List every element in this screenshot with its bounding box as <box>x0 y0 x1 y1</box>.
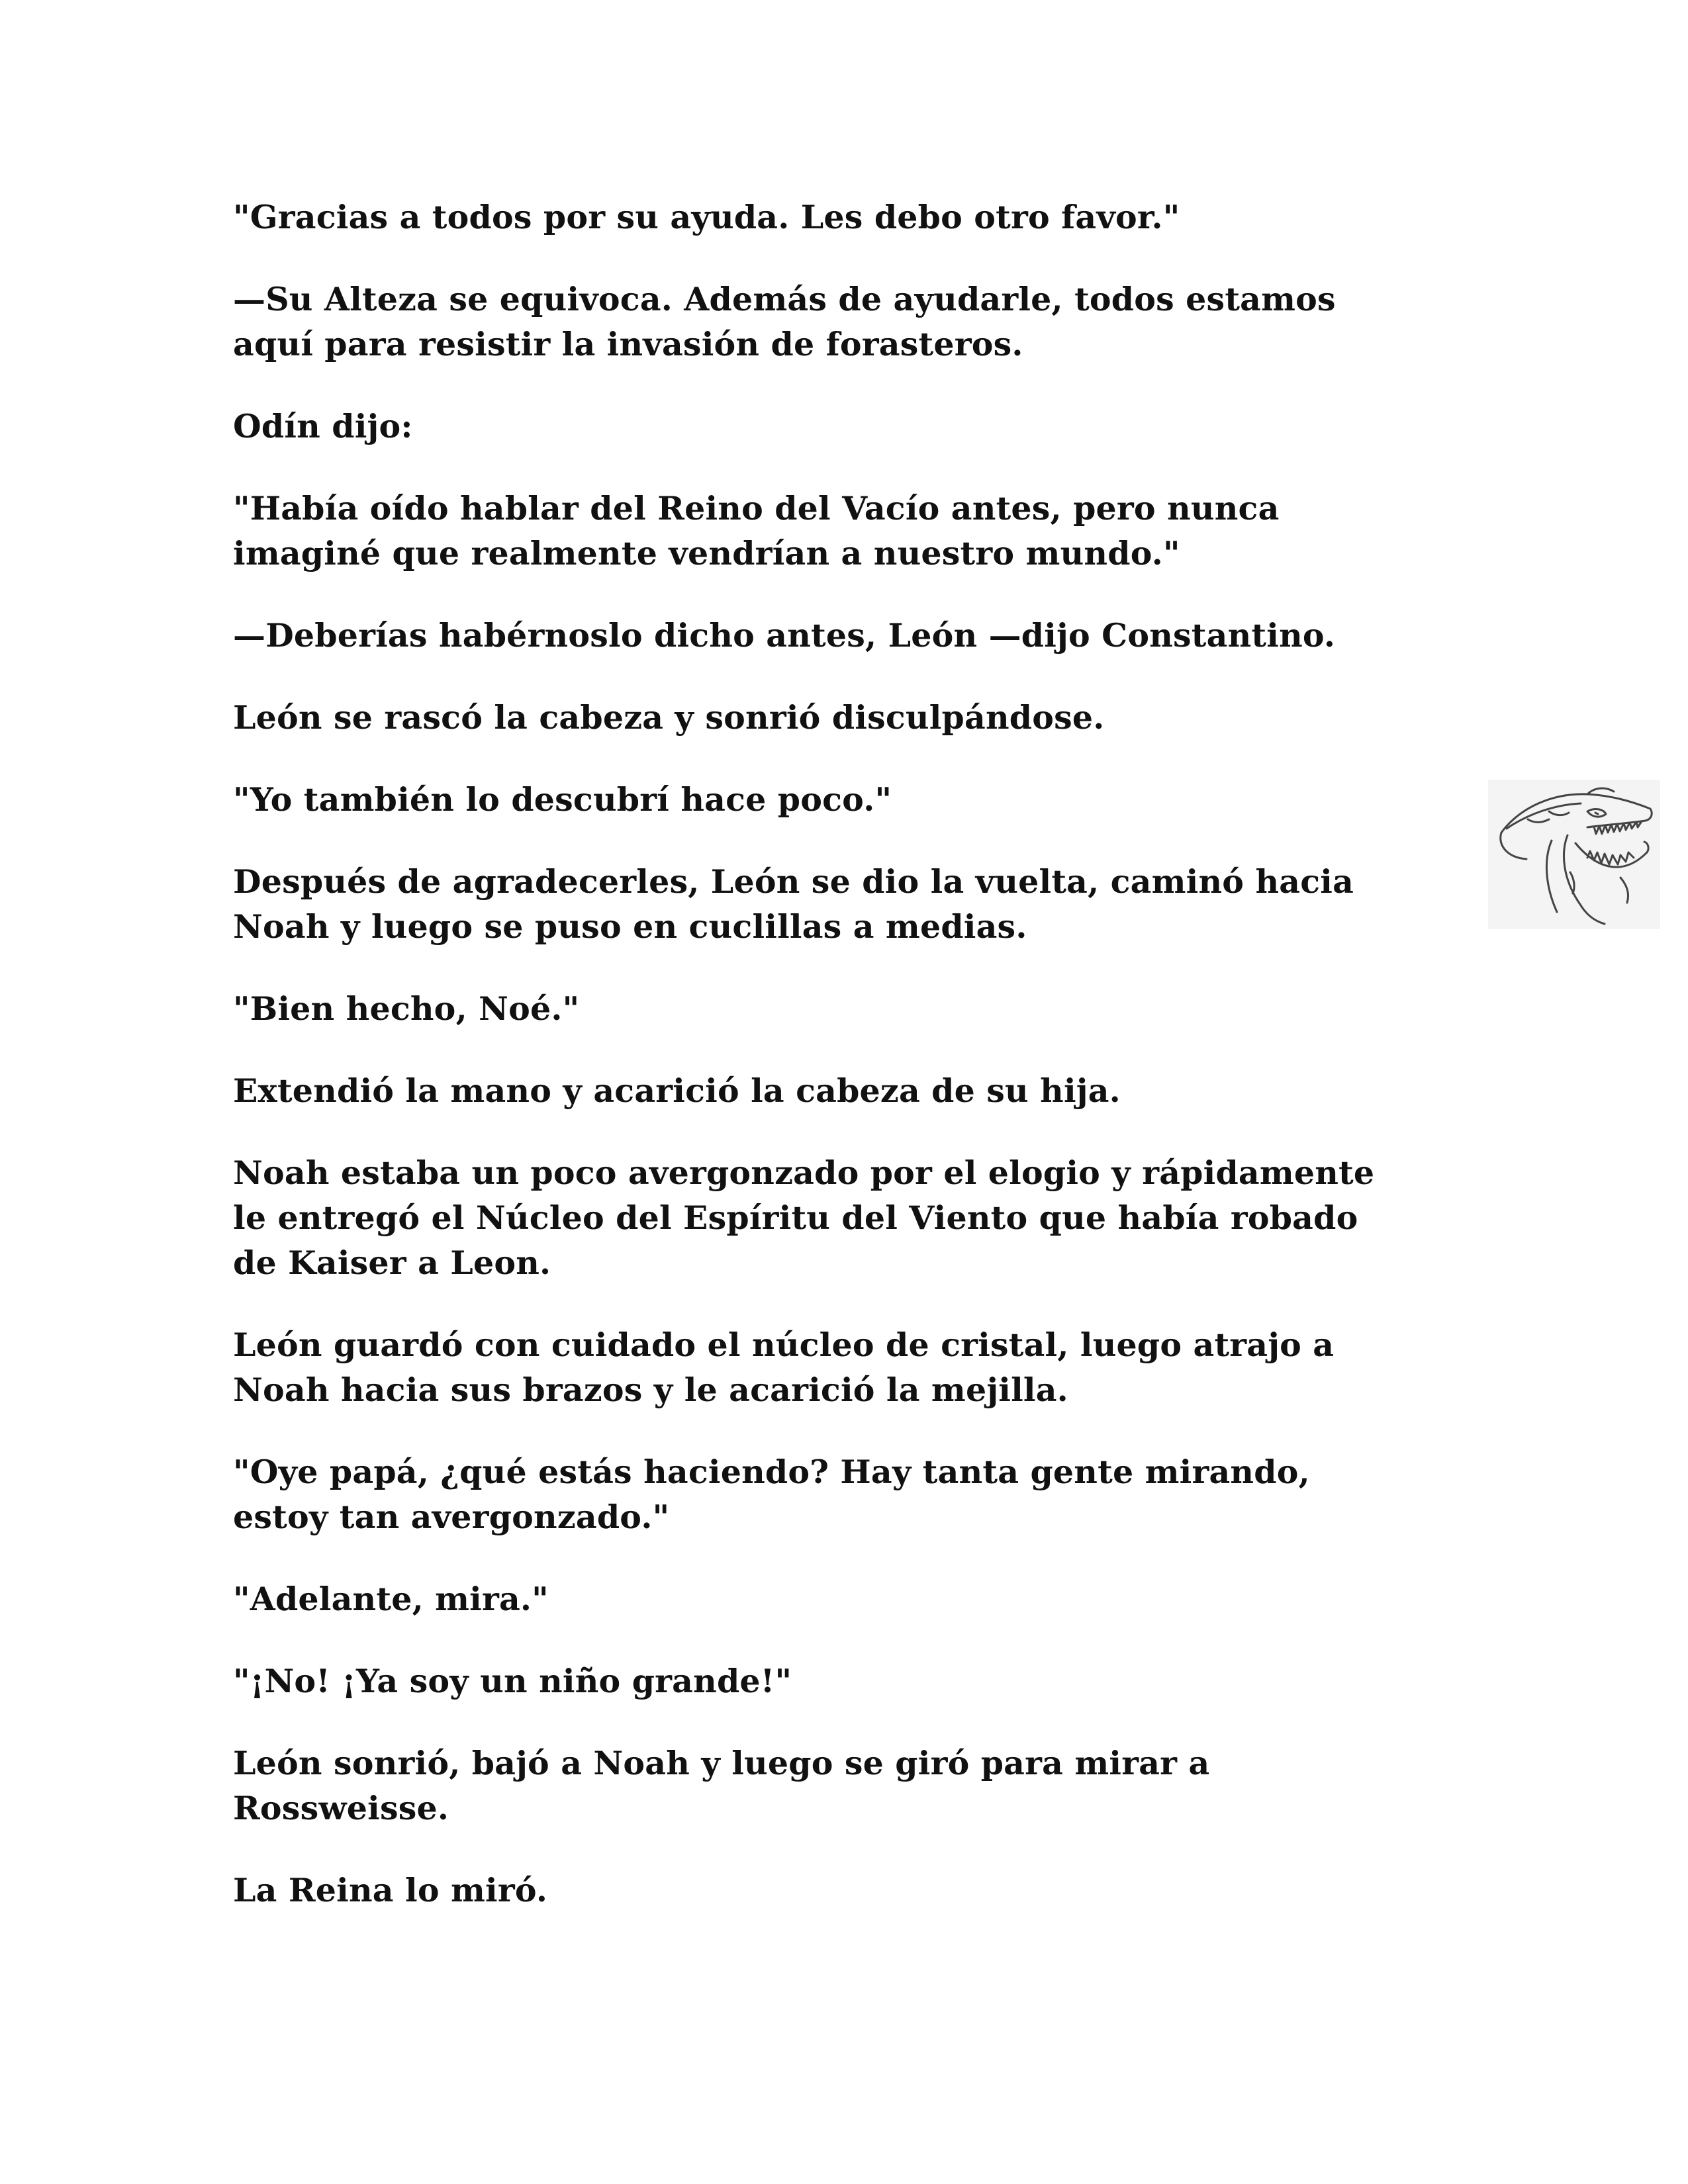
text-line: León se rascó la cabeza y sonrió disculpándose. <box>233 698 1105 737</box>
paragraph <box>233 1150 1464 1285</box>
text-column <box>233 195 1464 1950</box>
text-line: Noah hacia sus brazos y le acarició la mejilla. <box>233 1371 1068 1409</box>
text-line: —Deberías habérnoslo dicho antes, León —dijo Constantino. <box>233 616 1336 655</box>
text-line: le entregó el Núcleo del Espíritu del Viento que había robado <box>233 1199 1358 1237</box>
text-line: "Gracias a todos por su ayuda. Les debo otro favor." <box>233 198 1180 236</box>
paragraph <box>233 1068 1464 1113</box>
text-line: Noah estaba un poco avergonzado por el elogio y rápidamente <box>233 1154 1375 1192</box>
text-line: La Reina lo miró. <box>233 1871 548 1909</box>
text-line: "Yo también lo descubrí hace poco." <box>233 780 892 819</box>
text-line: Odín dijo: <box>233 407 413 445</box>
paragraph <box>233 777 1464 822</box>
text-line: León sonrió, bajó a Noah y luego se giró para mirar a <box>233 1744 1210 1782</box>
text-line: León guardó con cuidado el núcleo de cristal, luego atrajo a <box>233 1326 1335 1364</box>
paragraph <box>233 986 1464 1031</box>
text-line: "Oye papá, ¿qué estás haciendo? Hay tanta gente mirando, <box>233 1453 1310 1491</box>
paragraph <box>233 1449 1464 1539</box>
text-line: de Kaiser a Leon. <box>233 1244 551 1282</box>
paragraph <box>233 1659 1464 1704</box>
paragraph <box>233 1576 1464 1621</box>
text-line: estoy tan avergonzado." <box>233 1498 670 1536</box>
text-line: Después de agradecerles, León se dio la vuelta, caminó hacia <box>233 862 1354 901</box>
paragraph <box>233 859 1464 949</box>
text-line: "¡No! ¡Ya soy un niño grande!" <box>233 1662 792 1700</box>
text-line: Noah y luego se puso en cuclillas a medias. <box>233 907 1027 946</box>
paragraph <box>233 277 1464 367</box>
paragraph <box>233 613 1464 658</box>
text-line: imaginé que realmente vendrían a nuestro mundo." <box>233 534 1180 572</box>
text-line: Rossweisse. <box>233 1789 449 1827</box>
paragraph <box>233 695 1464 740</box>
paragraph <box>233 1868 1464 1913</box>
text-line: "Adelante, mira." <box>233 1580 549 1618</box>
paragraph <box>233 1741 1464 1831</box>
text-line: "Bien hecho, Noé." <box>233 989 580 1028</box>
text-line: —Su Alteza se equivoca. Además de ayudarle, todos estamos <box>233 280 1336 318</box>
text-line: Extendió la mano y acarició la cabeza de su hija. <box>233 1071 1121 1110</box>
paragraph <box>233 404 1464 449</box>
text-line: aquí para resistir la invasión de forasteros. <box>233 325 1023 363</box>
paragraph <box>233 195 1464 240</box>
paragraph <box>233 486 1464 576</box>
text-line: "Había oído hablar del Reino del Vacío antes, pero nunca <box>233 489 1280 527</box>
paragraph <box>233 1322 1464 1412</box>
dinosaur-head-sketch-icon <box>1488 780 1660 929</box>
